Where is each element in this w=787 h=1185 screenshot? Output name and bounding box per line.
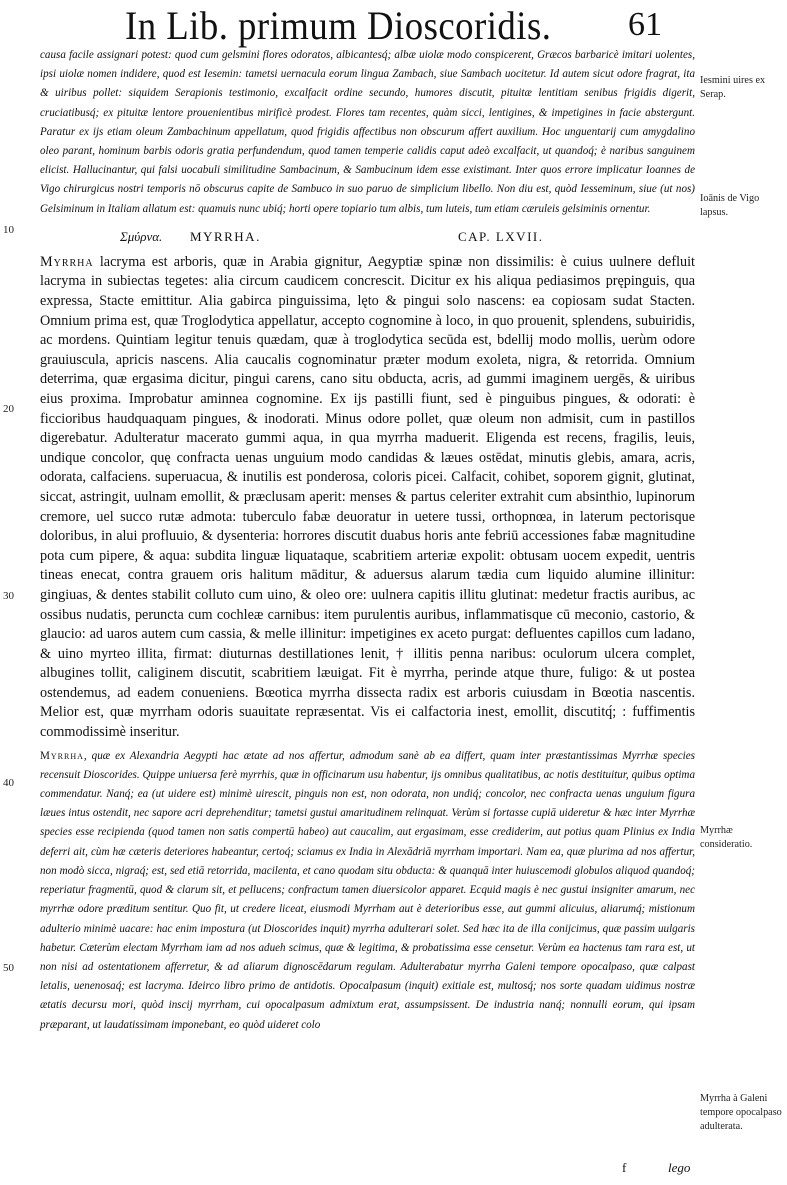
heading-greek: Σμύρνα.	[120, 228, 163, 244]
line-number-30: 30	[3, 590, 14, 602]
heading-latin: MYRRHA.	[190, 228, 261, 244]
line-number-50: 50	[3, 962, 14, 974]
intro-paragraph: causa facile assignari potest: quod cum gelsmini flores odoratos, albicantesq́; albæ uiolæ modo conspicerent, Græcos barbaricè imitari uolentes, ipsi uiolæ nomen indidere, quod est Iesemin: tametsi uernacula eorum lingua Zambach, siue Sambach uocitetur. Id autem sicut odore fragrat, ita & uiribus pollet: siquidem Serapionis testimonio, excalfacit ordine secundo, humores discutit, pituitæ lentitiam senibus frigidis digerit, cruciatibusq́; ex pituitæ lentore prouenientibus mirificè prodest. Flores tam recentes, quàm sicci, lentigines, & impetigines in facie abstergunt. Paratur ex ijs etiam oleum Zambachinum appellatum, quod frigidis affectibus non obscurum affert auxilium. Hoc unguentarij cum amygdalino oleo parant, hominum barbis odoris gratia perfundendum, quod tamen temperie calidis caput adeò excalfacit, ut quandoq́; è naribus sanguinem elicist. Hallucinantur, qui falsi uocabuli similitudine Sambacinum, & Sambucinum idem esse existimant. Inter quos errore implicatur Ioannes de Vigo chirurgicus nostri temporis nō obscurus capite de Sambuco in suo paruo de simplicium libello. Non diu est, quòd Iesseminum, siue (ut nos) Gelsiminum in Italiam allatum est: quamuis nunc ubiq́; horti opere topiario tum albis, tum luteis, tum etiam cæruleis gelsiminis ornentur.	[40, 49, 695, 215]
signature-mark: f	[622, 1160, 627, 1175]
chapter-heading	[40, 221, 695, 253]
main-paragraph	[40, 253, 695, 743]
catchword: lego	[668, 1160, 691, 1175]
heading-chapter-number: CAP. LXVII.	[458, 228, 544, 244]
text-column	[40, 46, 695, 1035]
page-number: 61	[628, 6, 662, 43]
line-number-20: 20	[3, 403, 14, 415]
margin-note: Myrrha à Galeni tempore opocalpaso adulterata.	[700, 1093, 782, 1132]
margin-note: Iesmini uires ex Serap.	[700, 75, 766, 100]
line-number-10: 10	[3, 224, 14, 236]
main-lead-word: Myrrha	[40, 253, 94, 270]
commentary-lead-word: Myrrha	[40, 749, 84, 762]
main-paragraph-text: lacryma est arboris, quæ in Arabia gignitur, Aegyptiæ spinæ non dissimilis: è cuius uulnere defluit lacryma in subiectas tegetes: alia circum caudicem concrescit. Dicitur ex his aliqua pediasimos prępinguis, qua expressa, Stacte emittitur. Alia gabirca pinguissima, lęto & pingui solo nascens: ea copiosam sudat Stacten. Omnium prima est, quæ Troglodytica appellatur, accepto cognomine à loco, in quo prouenit, splendens, subuiridis, ac mordens. Quintiam legitur tenuis quædam, quæ à troglodytica secūda est, bdellij modo mollis, uerùm odore grauiuscula, apricis nascens. Alia caucalis cognominatur præter modum exoleta, nigra, & retorrida. Omnium deterrima, quæ ergasima dicitur, pingui carens, cano situ obducta, acris, ad gummi imaginem uergēs, & uiribus eius proxima. Improbatur aminnea cognomine. Ex ijs pastilli fiunt, sed è pinguibus pingues, & odorati: è ficcioribus haudquaquam pingues, & inodorati. Minus odore pollet, quæ oleum non admisit, cum in pastillos digerebatur. Adulteratur macerato gummi aqua, in qua myrrha maduerit. Eligenda est recens, fragilis, leuis, undique concolor, quę confracta uenas unguium modo candidas & læues ostēdat, minutis glebis, amara, acris, odorata, calfaciens. superuacua, & inutilis est ponderosa, coloris picei. Calfacit, cohibet, soporem gignit, glutinat, siccat, astringit, uulnam emollit, & præclusam aperit: menses & partus celeriter extrahit cum absinthio, lupinorum cremore, uel succo rutæ admota: tuberculo fabæ deuoratur in uetere tussi, orthopnœa, in laterum pectorisque doloribus, in alui profluuio, & dysenteria: horrores discutit duabus horis ante febriū accessiones fabæ magnitudine pota cum pipere, & aqua: subdita linguæ liquataque, scabritiem arteriæ expolit: obtusam uocem expedit, uentris tineas enecat, contra grauem oris halitum māditur, & aduersus alarum tædia cum liquido alumine illinitur: gingiuas, & dentes stabilit colluto cum uino, & oleo ore: uulnera capitis illitu glutinat: medetur fractis auribus, ac ossibus nudatis, peruncta cum cochleæ carnibus: item purulentis auribus, inflammatisque cū meconio, castorio, & glaucio: ad uaros autem cum cassia, & melle illinitur: impetigines ex aceto purgat: defluentes capillos cum ladano, & uino myrteo illita, firmat: diuturnas destillationes lenit, † illitis penna naribus: oculorum ulcera complet, albugines tollit, caliginem discutit, scabritiem læuigat. Fit è myrrha, perinde atque thure, fuligo: & ut postea ostendemus, ad eadem conueniens. Bœotica myrrha dissecta radix est arboris cuiusdam in Bœotia nascentis. Melior est, quæ myrrham odoris suauitate repræsentat. Vis ei calfactoria inest, emollit, discutitq́; : fuffimentis commodissimè inseritur.	[40, 253, 695, 741]
margin-note: Myrrhæ consideratio.	[700, 825, 753, 850]
line-number-40: 40	[3, 777, 14, 789]
running-header	[0, 2, 787, 46]
running-title: In Lib. primum Dioscoridis.	[125, 3, 552, 48]
margin-note: Ioānis de Vigo lapsus.	[700, 193, 760, 218]
commentary-paragraph	[40, 747, 695, 1035]
commentary-paragraph-text: , quæ ex Alexandria Aegypti hac ætate ad nos affertur, admodum sanè ab ea differt, quam inter præstantissimas Myrrhæ species recensuit Dioscorides. Quippe uniuersa ferè myrrhis, quæ in officinarum usu habentur, ijs omnibus qualitatibus, ac notis destituitur, quibus optima commendatur. Nanq́; ea (ut uidere est) minimè uirescit, pinguis non est, non odorata, non undiq́; concolor, nec confracta uenas unguium figura læues intus ostendit, nec sapore acri deprehenditur; tametsi gustui amaritudinem relinquat. Verùm si fortasse cupiā uideretur & hæc inter Myrrhæ species esse recipienda (quod tamen non satis compertū habeo) aut caucalim, aut ergasimam, esse crediderim, aut potius quam Plinius ex India deferri ait, cùm hæ cæteris deteriores habeantur, certoq́; sciamus ex India in Alexādriā myrrham importari. Nam ea, quæ plurima ad nos affertur, non modò sicca, nigraq́; est, sed etiā retorrida, macilenta, et cano quodam situ obducta: & quanquā inter huiuscemodi globulos aliquod quandoq́; reperiatur fragmentū, quod & clarum sit, et pellucens; confractum tamen diuersicolor apparet. Ecquid magis è nec gustui insigniter amarum, nec myrrhæ odore præditum sentitur. Quo fit, ut credere liceat, eiusmodi Myrrham aut è deterioribus esse, aut gummi alicuius, aliarumq́; mistionum adulterio minimè uacare: hac enim impostura (ut Dioscorides inquit) myrrha adulterari solet. Sed hæc ita de illa conijcimus, quæ passim uulgaris habetur. Cæterùm electam Myrrham iam ad nos adueh scimus, quæ & legitima, & probatissima esse censetur. Verùm ea hactenus tam rara est, ut non nisi ad ostentationem afferretur, & ad aliarum dignoscēdarum regulam. Adulterabatur myrrha Galeni tempore opocalpaso, quæ calpast letalis, uenenosaq́; est lacryma. Ideirco libro primo de antidotis. Opocalpasum (inquit) exitiale est, multosq́; nos sorte quadam uidimus nostræ ætatis decursu mori, quòd inscij myrrham, cui opocalpasum admixtum erat, assumpsissent. De industria nanq́; nonnulli eorum, qui ipsam præparant, ut laudatissimam imponebant, eo quòd uideret colo	[40, 749, 695, 1031]
